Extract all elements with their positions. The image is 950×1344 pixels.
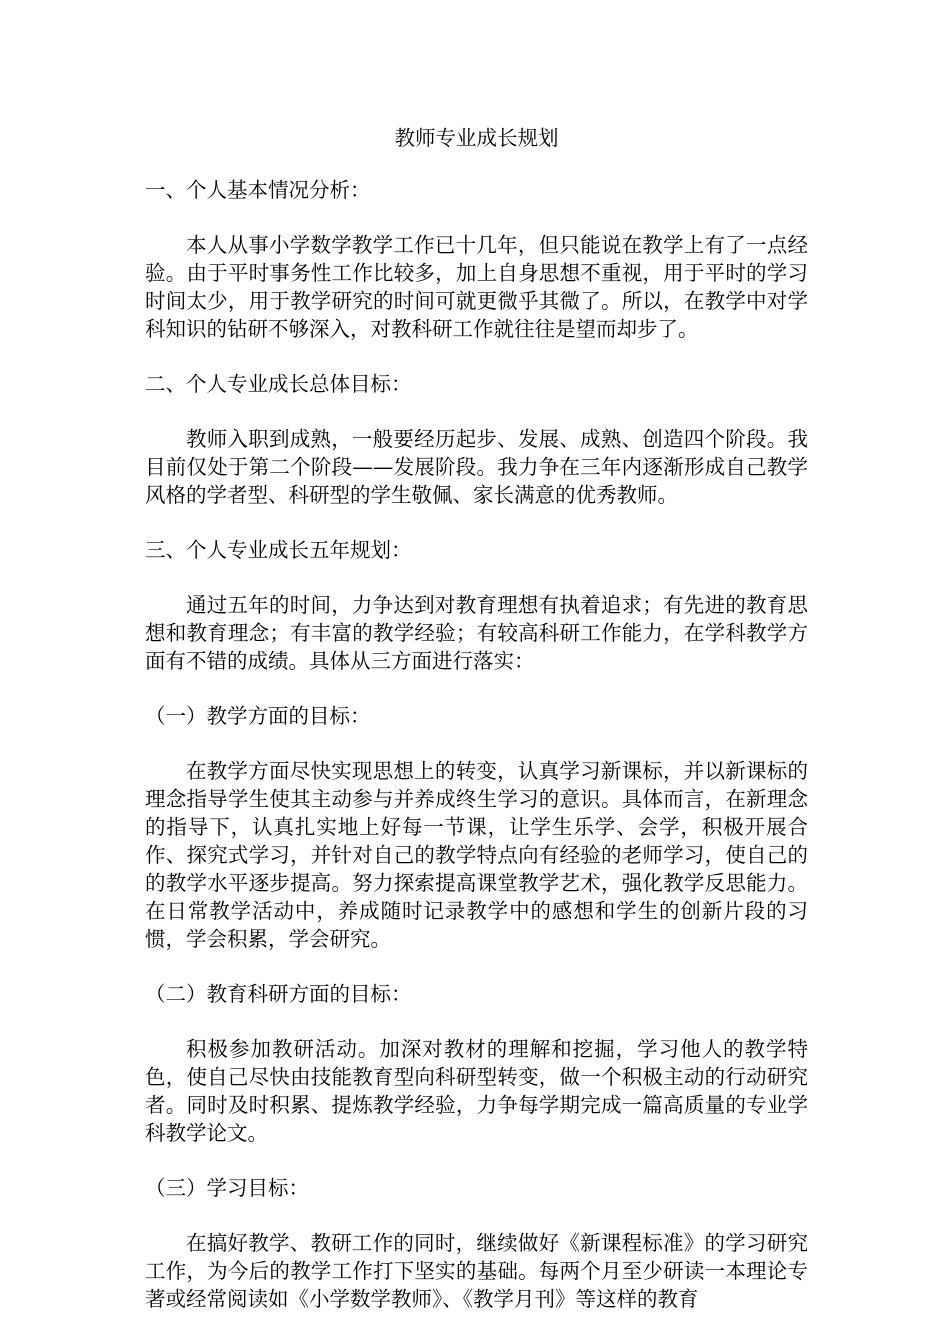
subsection-1-heading: （一）教学方面的目标： (145, 704, 371, 728)
subsection-3-paragraph: 在搞好教学、教研工作的同时，继续做好《新课程标准》的学习研究工作，为今后的教学工作打下坚实的基础。每两个月至少研读一本理论专著或经常阅读如《小学数学教师》、《教学月刊》等这样的教育 (145, 1231, 808, 1311)
section-1-heading: 一、个人基本情况分析： (145, 178, 371, 202)
document-page (145, 124, 808, 1340)
subsection-1-paragraph: 在教学方面尽快实现思想上的转变，认真学习新课标，并以新课标的理念指导学生使其主动参与并养成终生学习的意识。具体而言，在新理念的指导下，认真扎实地上好每一节课，让学生乐学、会学，积极开展合作、探究式学习，并针对自己的教学特点向有经验的老师学习，使自己的的教学水平逐步提高。努力探索提高课堂教学艺术，强化教学反思能力。在日常教学活动中，养成随时记录教学中的感想和学生的创新片段的习惯，学会积累，学会研究。 (145, 759, 808, 951)
section-3-heading: 三、个人专业成长五年规划： (145, 538, 412, 562)
subsection-3-heading: （三）学习目标： (145, 1176, 309, 1200)
subsection-2-heading: （二）教育科研方面的目标： (145, 982, 412, 1006)
subsection-2-paragraph: 积极参加教研活动。加深对教材的理解和挖掘，学习他人的教学特色，使自己尽快由技能教育型向科研型转变，做一个积极主动的行动研究者。同时及时积累、提炼教学经验，力争每学期完成一篇高质量的专业学科教学论文。 (145, 1037, 808, 1145)
document-title: 教师专业成长规划 (394, 126, 559, 150)
section-2-heading: 二、个人专业成长总体目标： (145, 372, 412, 396)
section-2-paragraph: 教师入职到成熟，一般要经历起步、发展、成熟、创造四个阶段。我目前仅处于第二个阶段——发展阶段。我力争在三年内逐渐形成自己教学风格的学者型、科研型的学生敬佩、家长满意的优秀教师。 (145, 427, 808, 507)
section-3-paragraph: 通过五年的时间，力争达到对教育理想有执着追求；有先进的教育思想和教育理念；有丰富的教学经验；有较高科研工作能力，在学科教学方面有不错的成绩。具体从三方面进行落实： (145, 593, 808, 673)
section-1-paragraph: 本人从事小学数学教学工作已十几年，但只能说在教学上有了一点经验。由于平时事务性工作比较多，加上自身思想不重视，用于平时的学习时间太少，用于教学研究的时间可就更微乎其微了。所以，在教学中对学科知识的钻研不够深入，对教科研工作就往往是望而却步了。 (145, 233, 808, 341)
